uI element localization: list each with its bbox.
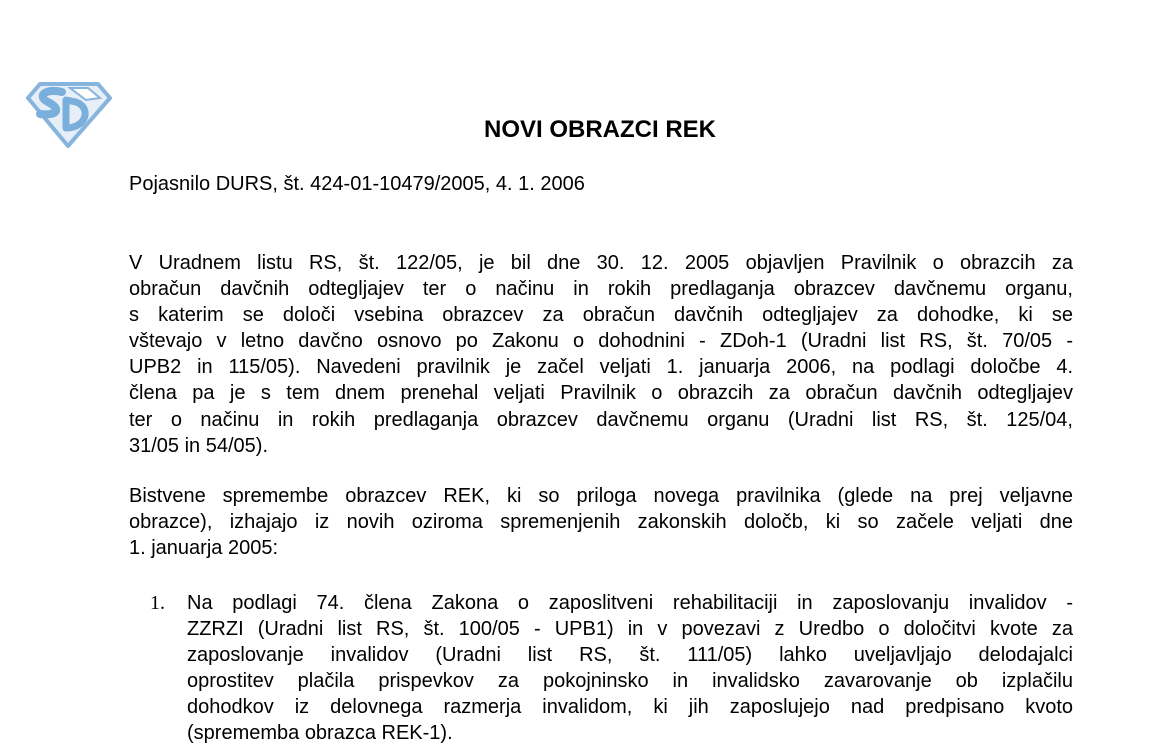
- paragraph-line: UPB2 in 115/05). Navedeni pravilnik je začel veljati 1. januarja 2006, na podlagi določbe 4.: [129, 356, 1073, 379]
- paragraph-line: ter o načinu in rokih predlaganja obrazcev davčnemu organu (Uradni list RS, št. 125/04,: [129, 408, 1073, 431]
- document-subtitle: Pojasnilo DURS, št. 424-01-10479/2005, 4. 1. 2006: [129, 173, 585, 195]
- paragraph-intro: [129, 250, 1073, 459]
- paragraph-line: obrazce), izhajajo iz novih oziroma spremenjenih zakonskih določb, ki so začele veljati dne: [129, 511, 1073, 534]
- list-item-number: 1.: [150, 592, 165, 614]
- paragraph-changes: [129, 483, 1073, 561]
- list-line: (sprememba obrazca REK-1).: [187, 722, 453, 745]
- list-line: oprostitev plačila prispevkov za pokojninsko in invalidsko zavarovanje ob izplačilu: [187, 670, 1073, 693]
- paragraph-line: V Uradnem listu RS, št. 122/05, je bil dne 30. 12. 2005 objavljen Pravilnik o obrazcih za: [129, 252, 1073, 274]
- paragraph-line: 31/05 in 54/05).: [129, 434, 268, 457]
- paragraph-line: Bistvene spremembe obrazcev REK, ki so priloga novega pravilnika (glede na prej veljavne: [129, 485, 1073, 507]
- list-item-text: [187, 590, 1073, 747]
- list-line: dohodkov iz delovnega razmerja invalidom, ki jih zaposlujejo nad predpisano kvoto: [187, 696, 1073, 719]
- paragraph-line: obračun davčnih odtegljajev ter o načinu in rokih predlaganja obrazcev davčnemu organu,: [129, 278, 1073, 301]
- paragraph-line: s katerim se določi vsebina obrazcev za obračun davčnih odtegljajev za dohodke, ki se: [129, 304, 1073, 327]
- document-title: NOVI OBRAZCI REK: [483, 116, 716, 143]
- paragraph-line: vštevajo v letno davčno osnovo po Zakonu o dohodnini - ZDoh-1 (Uradni list RS, št. 70/05 -: [129, 330, 1073, 353]
- paragraph-line: 1. januarja 2005:: [129, 537, 279, 560]
- paragraph-line: člena pa je s tem dnem prenehal veljati Pravilnik o obrazcih za obračun davčnih odtegljajev: [129, 382, 1073, 405]
- list-line: ZZRZI (Uradni list RS, št. 100/05 - UPB1) in v povezavi z Uredbo o določitvi kvote za: [187, 618, 1073, 641]
- list-line: zaposlovanje invalidov (Uradni list RS, št. 111/05) lahko uveljavljajo delodajalci: [187, 644, 1073, 667]
- list-line: Na podlagi 74. člena Zakona o zaposlitveni rehabilitaciji in zaposlovanju invalidov -: [187, 592, 1073, 614]
